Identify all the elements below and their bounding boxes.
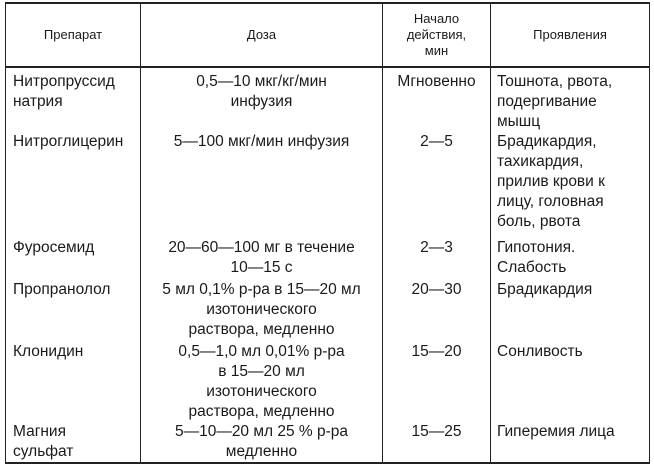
header-dose: Доза [141,3,383,67]
cell-onset: 20—30 [383,280,491,342]
header-effects: Проявления [491,3,650,67]
cell-dose: 5—10—20 мл 25 % р-ра медленно [141,422,383,463]
cell-drug: Нитропруссид натрия [6,67,141,132]
header-row [6,3,650,67]
cell-effects: Брадикардия, тахикардия, прилив крови к лицу, головная боль, рвота [491,132,650,238]
cell-drug: Пропранолол [6,280,141,342]
header-drug: Препарат [6,3,141,67]
cell-onset: 2—3 [383,238,491,280]
cell-drug: Фуросемид [6,238,141,280]
cell-drug: Магния сульфат [6,422,141,463]
cell-effects: Сонливость [491,342,650,422]
table-row [6,342,650,422]
cell-drug: Клонидин [6,342,141,422]
table-row [6,422,650,463]
cell-dose: 5—100 мкг/мин инфузия [141,132,383,238]
cell-onset: 15—20 [383,342,491,422]
cell-dose: 0,5—10 мкг/кг/мин инфузия [141,67,383,132]
cell-onset: 15—25 [383,422,491,463]
cell-dose: 5 мл 0,1% р-ра в 15—20 мл изотонического раствора, медленно [141,280,383,342]
cell-dose: 0,5—1,0 мл 0,01% р-ра в 15—20 мл изотонического раствора, медленно [141,342,383,422]
cell-effects: Брадикардия [491,280,650,342]
cell-drug: Нитроглицерин [6,132,141,238]
cell-onset: 2—5 [383,132,491,238]
table-row [6,132,650,238]
table-row [6,238,650,280]
cell-onset: Мгновенно [383,67,491,132]
table-row [6,280,650,342]
cell-dose: 20—60—100 мг в течение 10—15 с [141,238,383,280]
cell-effects: Гиперемия лица [491,422,650,463]
cell-effects: Гипотония. Слабость [491,238,650,280]
cell-effects: Тошнота, рвота, подергивание мышц [491,67,650,132]
header-onset: Начало действия, мин [383,3,491,67]
table-row [6,67,650,132]
drug-table [5,2,650,464]
